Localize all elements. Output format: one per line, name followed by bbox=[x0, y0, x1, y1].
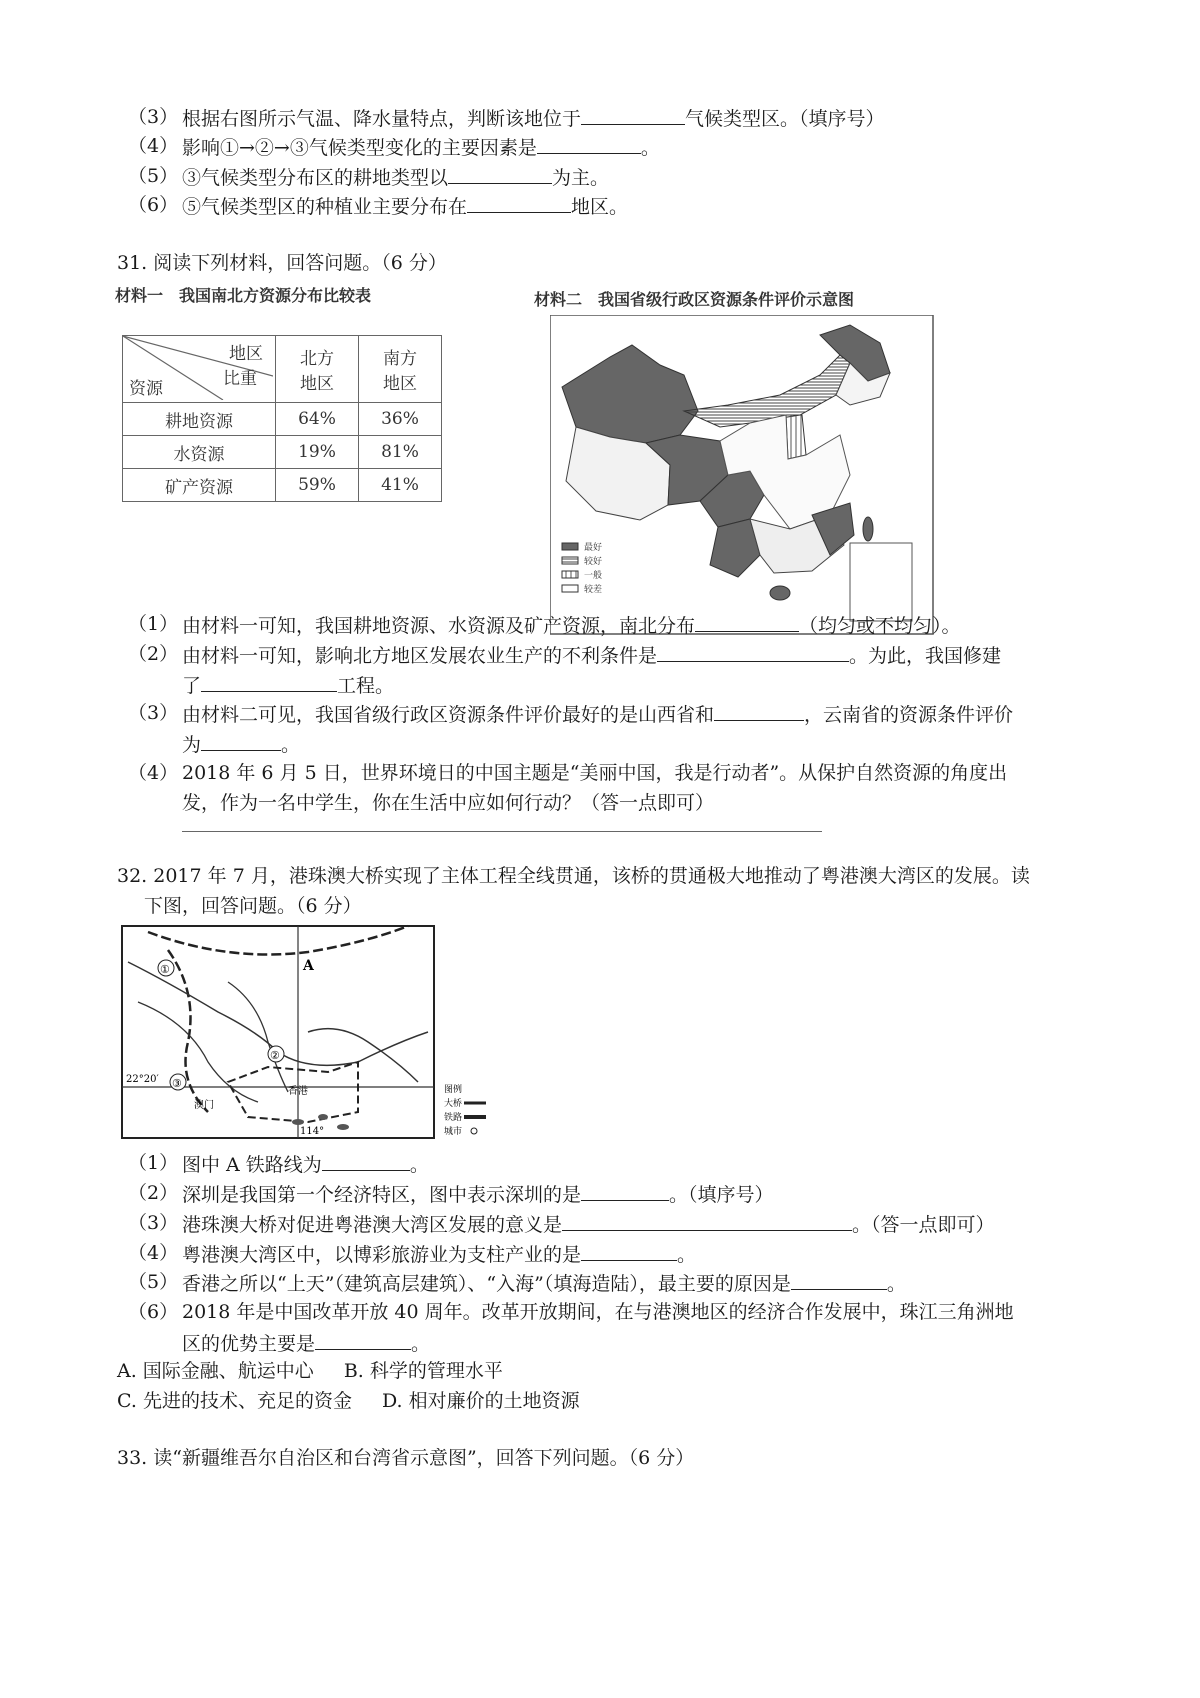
col-header-north: 北方 地区 bbox=[276, 336, 359, 403]
item-number: （5） bbox=[128, 165, 179, 187]
longitude-label: 114° bbox=[300, 1126, 325, 1137]
macau-label: 澳门 bbox=[194, 1100, 214, 1111]
cell-north: 19% bbox=[276, 436, 359, 469]
material2-caption: 材料二 我国省级行政区资源条件评价示意图 bbox=[534, 290, 855, 309]
map-label-2: ② bbox=[270, 1049, 280, 1062]
svg-text:城市: 城市 bbox=[444, 1127, 463, 1137]
cell-north: 64% bbox=[276, 403, 359, 436]
gba-map bbox=[108, 922, 498, 1145]
item-text: 由材料一可知，影响北方地区发展农业生产的不利条件是 bbox=[182, 645, 658, 667]
item-text: 由材料一可知，我国耕地资源、水资源及矿产资源，南北分布 bbox=[182, 615, 696, 637]
cell-north: 59% bbox=[276, 469, 359, 502]
answer-blank[interactable] bbox=[467, 192, 571, 213]
item-text: 由材料二可见，我国省级行政区资源条件评价最好的是山西省和 bbox=[182, 704, 715, 726]
item-number: （6） bbox=[128, 1301, 179, 1323]
answer-blank[interactable] bbox=[581, 1240, 677, 1261]
item-number: （4） bbox=[128, 1242, 179, 1264]
item-number: （5） bbox=[128, 1271, 179, 1293]
cell-south: 81% bbox=[359, 436, 442, 469]
legend-label: 较差 bbox=[584, 585, 603, 595]
hongkong-label: 香港 bbox=[288, 1086, 308, 1097]
answer-blank[interactable] bbox=[657, 641, 849, 662]
corner-ratio-label: 比重 bbox=[223, 369, 257, 389]
item-text: ③气候类型分布区的耕地类型以 bbox=[182, 167, 449, 189]
answer-blank[interactable] bbox=[201, 730, 281, 751]
table-row bbox=[123, 403, 442, 436]
item-text: 。 bbox=[411, 1333, 431, 1355]
legend-label: 一般 bbox=[584, 571, 603, 581]
item-text: 香港之所以“上天”（建筑高层建筑）、“入海”（填海造陆），最主要的原因是 bbox=[182, 1273, 791, 1295]
item-text: 。 bbox=[640, 137, 660, 159]
item-number: （3） bbox=[128, 702, 179, 724]
item-text: 。 bbox=[409, 1154, 429, 1176]
gba-map-figure bbox=[108, 922, 498, 1140]
table-row bbox=[123, 436, 442, 469]
item-text: 工程。 bbox=[337, 675, 395, 697]
item-text: 根据右图所示气温、降水量特点，判断该地位于 bbox=[182, 108, 582, 130]
corner-resource-label: 资源 bbox=[129, 379, 163, 399]
table-corner-cell bbox=[123, 336, 276, 403]
latitude-label: 22°20′ bbox=[126, 1074, 159, 1085]
legend-label: 较好 bbox=[584, 557, 603, 567]
q31-heading: 31. 阅读下列材料，回答问题。（6 分） bbox=[117, 252, 447, 274]
svg-text:铁路: 铁路 bbox=[444, 1113, 463, 1123]
answer-blank[interactable] bbox=[791, 1269, 887, 1290]
item-text: 2018 年 6 月 5 日，世界环境日的中国主题是“美丽中国，我是行动者”。从保护自然资源的角度出 bbox=[182, 762, 1008, 784]
item-text: 。（填序号） bbox=[669, 1184, 774, 1206]
option-b[interactable]: B. 科学的管理水平 bbox=[343, 1360, 503, 1382]
q33-heading: 33. 读“新疆维吾尔自治区和台湾省示意图”，回答下列问题。（6 分） bbox=[117, 1447, 695, 1469]
map-label-1: ① bbox=[160, 963, 170, 976]
item-number: （2） bbox=[128, 1182, 179, 1204]
item-text: 粤港澳大湾区中，以博彩旅游业为支柱产业的是 bbox=[182, 1244, 582, 1266]
map-legend bbox=[444, 1083, 486, 1137]
item-text: 为 bbox=[182, 734, 202, 756]
option-d[interactable]: D. 相对廉价的土地资源 bbox=[381, 1390, 580, 1412]
region-hainan bbox=[770, 586, 790, 600]
item-number: （1） bbox=[128, 1152, 179, 1174]
answer-blank[interactable] bbox=[537, 133, 641, 154]
item-text: ，云南省的资源条件评价 bbox=[804, 704, 1014, 726]
answer-blank[interactable] bbox=[322, 1150, 410, 1171]
map-label-3: ③ bbox=[172, 1077, 182, 1090]
answer-line[interactable] bbox=[182, 830, 822, 832]
q32-heading-line2: 下图，回答问题。（6 分） bbox=[144, 895, 362, 917]
cell-south: 36% bbox=[359, 403, 442, 436]
item-text: 。 bbox=[886, 1273, 906, 1295]
svg-text:大桥: 大桥 bbox=[444, 1099, 463, 1109]
item-text: 了 bbox=[182, 675, 202, 697]
item-number: （3） bbox=[128, 106, 179, 128]
item-text: （均匀或不均匀）。 bbox=[799, 615, 961, 637]
answer-blank[interactable] bbox=[581, 1180, 669, 1201]
svg-text:图例: 图例 bbox=[444, 1085, 463, 1095]
q32-heading-line1: 32. 2017 年 7 月，港珠澳大桥实现了主体工程全线贯通，该桥的贯通极大地推动了粤港澳大湾区的发展。读 bbox=[117, 865, 1030, 887]
item-number: （1） bbox=[128, 613, 179, 635]
item-text: 区的优势主要是 bbox=[182, 1333, 316, 1355]
item-text: 发，作为一名中学生，你在生活中应如何行动？（答一点即可） bbox=[182, 792, 715, 814]
corner-region-label: 地区 bbox=[229, 344, 263, 364]
item-number: （3） bbox=[128, 1212, 179, 1234]
item-number: （4） bbox=[128, 762, 179, 784]
material1-caption: 材料一 我国南北方资源分布比较表 bbox=[115, 286, 372, 305]
region-shanxi bbox=[786, 415, 806, 459]
item-text: 为主。 bbox=[552, 167, 610, 189]
table-row bbox=[123, 469, 442, 502]
railway-a-label: A bbox=[303, 958, 314, 974]
item-text: 气候类型区。（填序号） bbox=[685, 108, 885, 130]
answer-blank[interactable] bbox=[695, 611, 799, 632]
item-text: 地区。 bbox=[571, 196, 629, 218]
col-header-south: 南方 地区 bbox=[359, 336, 442, 403]
item-text: 。 bbox=[677, 1244, 697, 1266]
item-text: 图中 A 铁路线为 bbox=[182, 1154, 322, 1176]
china-resource-map bbox=[550, 315, 934, 640]
item-text: 2018 年是中国改革开放 40 周年。改革开放期间，在与港澳地区的经济合作发展中，珠江三角洲地 bbox=[182, 1301, 1014, 1323]
cell-south: 41% bbox=[359, 469, 442, 502]
item-text: 。为此，我国修建 bbox=[849, 645, 1002, 667]
item-text: 。（答一点即可） bbox=[852, 1214, 995, 1236]
resource-table bbox=[122, 335, 442, 502]
item-text: ⑤气候类型区的种植业主要分布在 bbox=[182, 196, 468, 218]
options-row-1 bbox=[117, 1358, 503, 1384]
option-a[interactable]: A. 国际金融、航运中心 bbox=[117, 1360, 314, 1382]
row-name: 耕地资源 bbox=[123, 403, 276, 436]
answer-blank[interactable] bbox=[201, 671, 337, 692]
answer-blank[interactable] bbox=[714, 700, 804, 721]
options-row-2 bbox=[117, 1388, 580, 1414]
item-text: 影响①→②→③气候类型变化的主要因素是 bbox=[182, 137, 537, 159]
item-number: （6） bbox=[128, 194, 179, 216]
item-number: （4） bbox=[128, 135, 179, 157]
answer-blank[interactable] bbox=[448, 163, 552, 184]
row-name: 水资源 bbox=[123, 436, 276, 469]
item-text: 港珠澳大桥对促进粤港澳大湾区发展的意义是 bbox=[182, 1214, 563, 1236]
answer-blank[interactable] bbox=[315, 1329, 411, 1350]
answer-blank[interactable] bbox=[581, 104, 685, 125]
item-text: 深圳是我国第一个经济特区，图中表示深圳的是 bbox=[182, 1184, 582, 1206]
option-c[interactable]: C. 先进的技术、充足的资金 bbox=[117, 1390, 352, 1412]
answer-blank[interactable] bbox=[562, 1210, 852, 1231]
china-map-figure bbox=[550, 315, 934, 635]
item-number: （2） bbox=[128, 643, 179, 665]
region-taiwan bbox=[863, 517, 873, 541]
row-name: 矿产资源 bbox=[123, 469, 276, 502]
item-text: 。 bbox=[281, 734, 301, 756]
legend-label: 最好 bbox=[584, 543, 603, 553]
